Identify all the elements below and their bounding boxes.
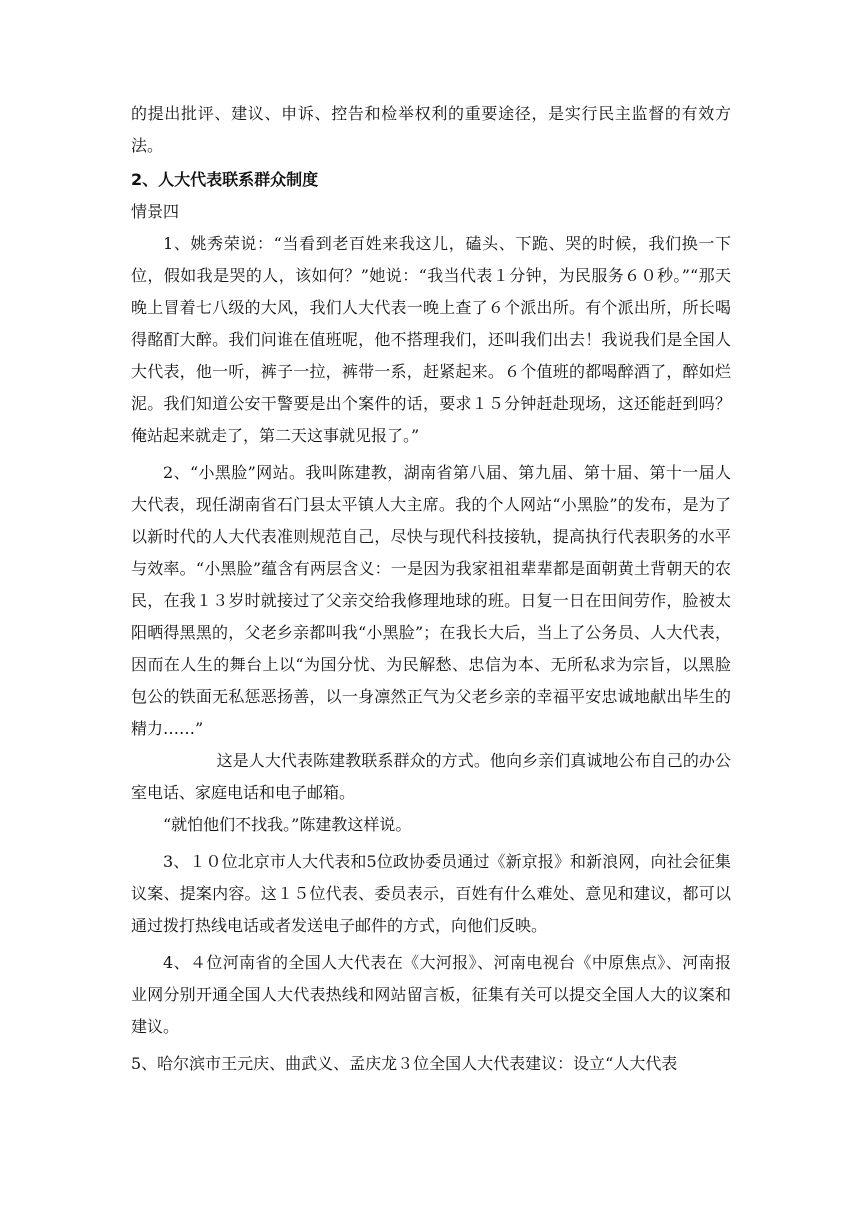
- paragraph-case-2: 2、“小黑脸”网站。我叫陈建教，湖南省第八届、第九届、第十届、第十一届人大代表，现任湖南省石门县太平镇人大主席。我的个人网站“小黑脸”的发布，是为了以新时代的人大代表准则规范自己，尽快与现代科技接轨，提高执行代表职务的水平与效率。“小黑脸”蕴含有两层含义：一是因为我家祖祖辈辈都是面朝黄土背朝天的农民，在我１３岁时就接过了父亲交给我修理地球的班。日复一日在田间劳作，脸被太阳晒得黑黑的，父老乡亲都叫我“小黑脸”；在我长大后，当上了公务员、人大代表，因而在人生的舞台上以“为国分忧、为民解愁、忠信为本、无所私求为宗旨，以黑脸包公的铁面无私惩恶扬善，以一身凛然正气为父老乡亲的幸福平安忠诚地献出毕生的精力……”: [131, 463, 731, 738]
- paragraph-case-1: 1、姚秀荣说：“当看到老百姓来我这儿，磕头、下跪、哭的时候，我们换一下位，假如我是哭的人，该如何？”她说：“我当代表１分钟，为民服务６０秒。”“那天晚上冒着七八级的大风，我们人大代表一晚上查了６个派出所。有个派出所，所长喝得酩酊大醉。我们问谁在值班呢，他不搭理我们，还叫我们出去！我说我们是全国人大代表，他一听，裤子一拉，裤带一系，赶紧起来。６个值班的都喝醉酒了，醉如烂泥。我们知道公安干警要是出个案件的话，要求１５分钟赶赴现场，这还能赶到吗？俺站起来就走了，第二天这事就见报了。”: [131, 234, 731, 445]
- document-body: [131, 98, 731, 1080]
- paragraph-case-4: 4、４位河南省的全国人大代表在《大河报》、河南电视台《中原焦点》、河南报业网分别开通全国人大代表热线和网站留言板，征集有关可以提交全国人大的议案和建议。: [131, 953, 731, 1036]
- paragraph-case-2-summary: 这是人大代表陈建教联系群众的方式。他向乡亲们真诚地公布自己的办公室电话、家庭电话和电子邮箱。: [131, 751, 731, 802]
- paragraph-quote: “就怕他们不找我。”陈建教这样说。: [163, 815, 412, 834]
- paragraph-case-3: 3、１０位北京市人大代表和5位政协委员通过《新京报》和新浪网，向社会征集议案、提案内容。这１５位代表、委员表示，百姓有什么难处、意见和建议，都可以通过拨打热线电话或者发送电子邮件的方式，向他们反映。: [131, 852, 731, 935]
- paragraph-case-5: 5、哈尔滨市王元庆、曲武义、孟庆龙３位全国人大代表建议：设立“人大代表: [131, 1054, 678, 1073]
- paragraph-intro-continuation: 的提出批评、建议、申诉、控告和检举权利的重要途径，是实行民主监督的有效方法。: [131, 104, 731, 155]
- section-heading: 2、人大代表联系群众制度: [131, 170, 319, 189]
- scenario-label: 情景四: [131, 202, 180, 221]
